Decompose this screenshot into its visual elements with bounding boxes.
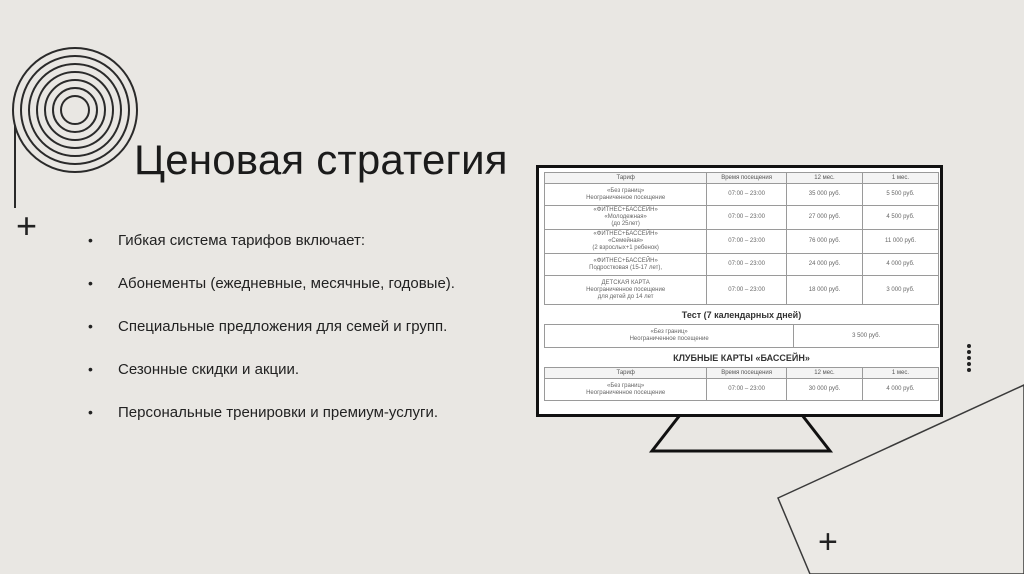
tariff-line: (до 25лет) — [611, 221, 640, 227]
column-header: Время посещения — [707, 368, 787, 379]
column-header: Тариф — [545, 368, 707, 379]
price-1-cell: 4 000 руб. — [862, 379, 938, 401]
table-header-row — [545, 173, 939, 184]
price-12-cell: 30 000 руб. — [786, 379, 862, 401]
column-header: 12 мес. — [786, 173, 862, 184]
tariff-line: для детей до 14 лет — [597, 293, 654, 300]
table-row — [545, 230, 939, 254]
time-cell: 07:00 – 23:00 — [707, 184, 787, 206]
bullet-item — [88, 318, 518, 361]
bullet-marker: • — [88, 318, 93, 334]
column-header: 12 мес. — [786, 368, 862, 379]
time-cell: 07:00 – 23:00 — [707, 276, 787, 305]
bullet-list — [88, 232, 518, 447]
price-12-cell: 35 000 руб. — [786, 184, 862, 206]
time-cell: 07:00 – 23:00 — [707, 206, 787, 230]
column-header: 1 мес. — [862, 368, 938, 379]
bullet-item — [88, 361, 518, 404]
price-1-cell: 3 000 руб. — [862, 276, 938, 305]
bullet-text: Гибкая система тарифов включает: — [118, 232, 366, 249]
tariff-line: Неограниченное посещение — [586, 389, 666, 396]
bullet-marker: • — [88, 232, 93, 248]
table-row — [545, 325, 939, 348]
concentric-circles-top-left — [13, 48, 137, 172]
price-cell: 3 500 руб. — [794, 325, 939, 348]
tariff-line: «Молодежная» — [604, 214, 647, 220]
test-table — [544, 324, 939, 348]
bullet-text: Специальные предложения для семей и групп. — [118, 318, 448, 335]
price-1-cell: 5 500 руб. — [862, 184, 938, 206]
slide-title: Ценовая стратегия — [134, 136, 508, 184]
tariff-cell — [545, 206, 707, 230]
tariff-line: «Без границ» — [607, 187, 645, 194]
bullet-marker: • — [88, 275, 93, 291]
tariff-line: Подростковая (15-17 лет), — [589, 264, 663, 271]
tariff-cell — [545, 379, 707, 401]
bullet-item — [88, 232, 518, 275]
time-cell: 07:00 – 23:00 — [707, 230, 787, 254]
tariff-line: «ФИТНЕС+БАССЕЙН» — [593, 257, 658, 264]
price-12-cell: 76 000 руб. — [786, 230, 862, 254]
bullet-marker: • — [88, 361, 93, 377]
tariff-line: ДЕТСКАЯ КАРТА — [601, 279, 650, 286]
price-1-cell: 4 000 руб. — [862, 254, 938, 276]
tariff-cell — [545, 254, 707, 276]
column-header: Тариф — [545, 173, 707, 184]
pool-heading: КЛУБНЫЕ КАРТЫ «БАССЕЙН» — [673, 353, 810, 363]
bullet-text: Сезонные скидки и акции. — [118, 361, 300, 378]
tariff-line: «Семейная» — [608, 238, 644, 244]
time-cell: 07:00 – 23:00 — [707, 254, 787, 276]
table-row — [545, 276, 939, 305]
tariff-cell — [545, 276, 707, 305]
price-1-cell: 4 500 руб. — [862, 206, 938, 230]
tariff-cell — [545, 184, 707, 206]
bullet-item — [88, 275, 518, 318]
tariff-cell — [545, 230, 707, 254]
table-row — [545, 206, 939, 230]
price-1-cell: 11 000 руб. — [862, 230, 938, 254]
plus-icon-bottom: + — [818, 523, 838, 561]
tariff-line: «Без границ» — [650, 329, 688, 335]
pool-table — [544, 367, 939, 401]
tariff-line: «ФИТНЕС+БАССЕЙН» — [593, 207, 658, 213]
price-12-cell: 18 000 руб. — [786, 276, 862, 305]
bullet-item — [88, 404, 518, 447]
bullet-text: Абонементы (ежедневные, месячные, годовые). — [118, 275, 455, 292]
price-12-cell: 27 000 руб. — [786, 206, 862, 230]
table-header-row — [545, 368, 939, 379]
table-row — [545, 184, 939, 206]
table-row — [545, 379, 939, 401]
tariff-cell — [545, 325, 794, 348]
column-header: 1 мес. — [862, 173, 938, 184]
monitor-screen — [536, 165, 943, 417]
bullet-text: Персональные тренировки и премиум-услуги. — [118, 404, 439, 421]
monitor-stand — [640, 415, 840, 455]
table-row — [545, 254, 939, 276]
tariff-line: «Без границ» — [607, 382, 645, 389]
tariff-line: (2 взрослых+1 ребенок) — [592, 245, 659, 251]
tariff-line: «ФИТНЕС+БАССЕЙН» — [593, 231, 658, 237]
test-heading: Тест (7 календарных дней) — [681, 310, 802, 320]
column-header: Время посещения — [707, 173, 787, 184]
plus-icon-left: + — [16, 205, 38, 246]
price-12-cell: 24 000 руб. — [786, 254, 862, 276]
bullet-marker: • — [88, 404, 93, 420]
tariff-line: Неограниченное посещение — [586, 194, 666, 201]
tariff-line: Неограниченное посещение — [629, 336, 709, 342]
tariff-table — [544, 172, 939, 305]
tariff-table-image — [544, 172, 939, 401]
dots-column-decoration — [967, 344, 971, 372]
tariff-line: Неограниченное посещение — [586, 286, 666, 293]
time-cell: 07:00 – 23:00 — [707, 379, 787, 401]
